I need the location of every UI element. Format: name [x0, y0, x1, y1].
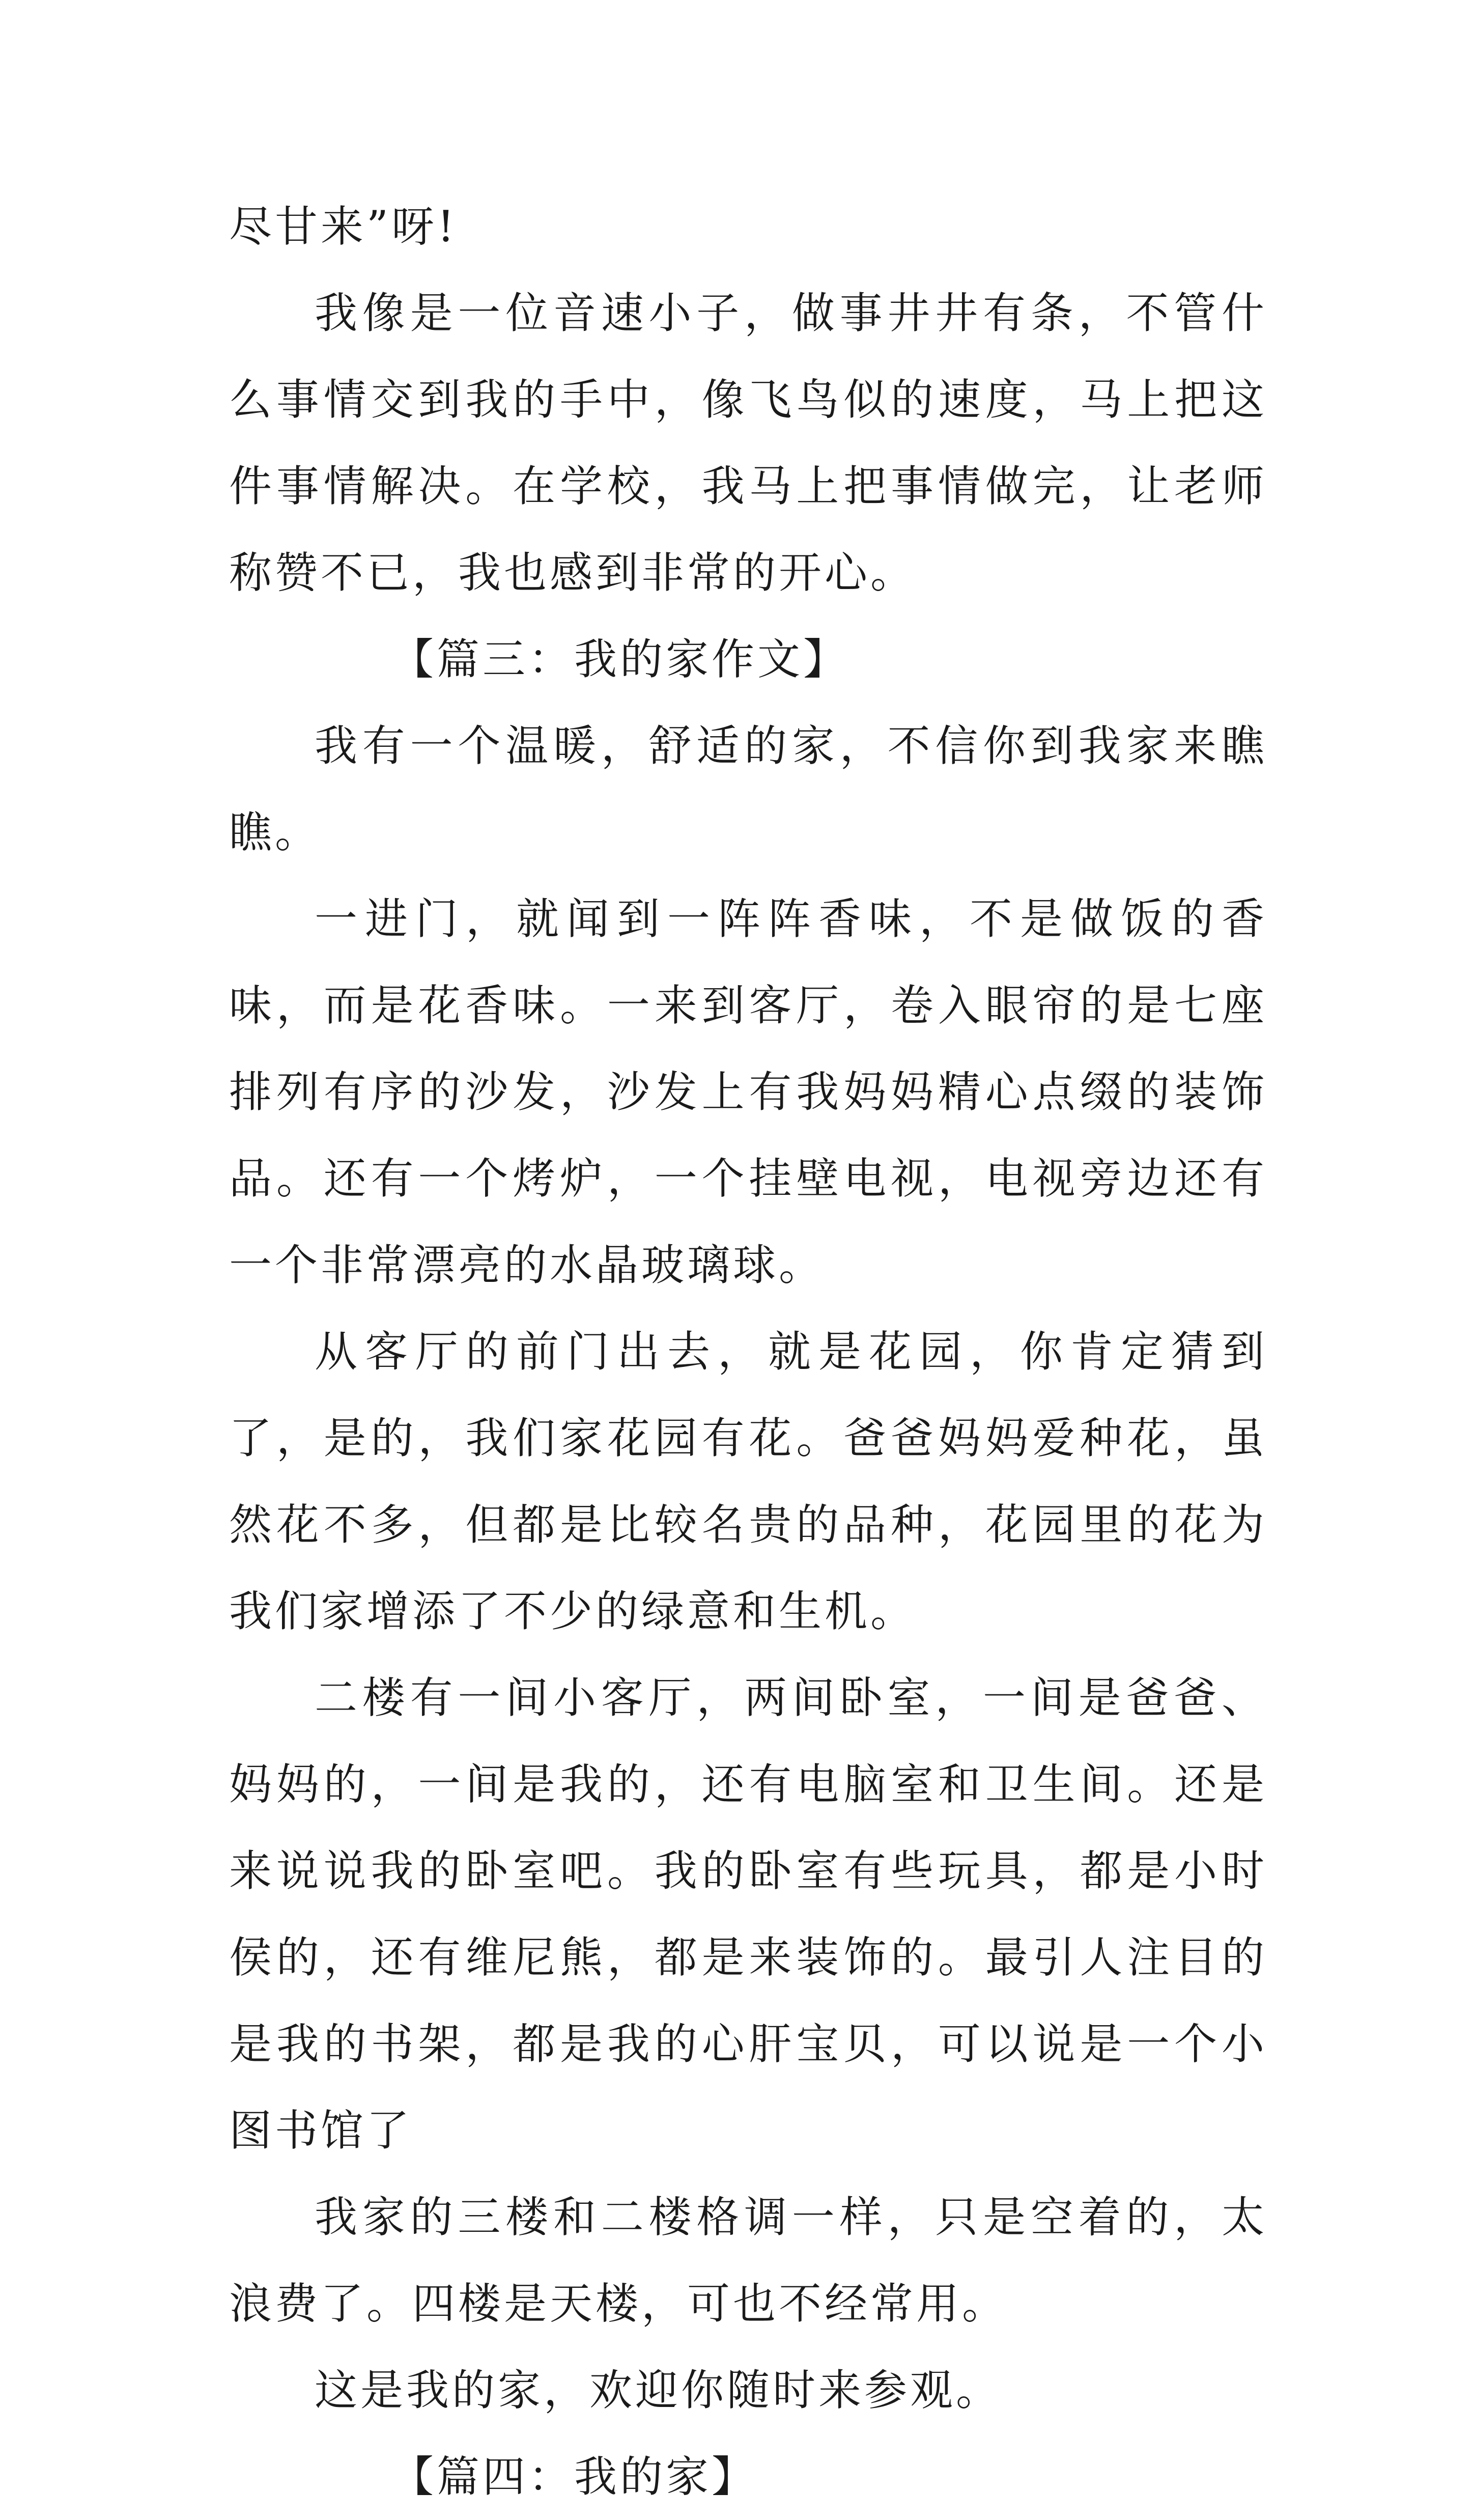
- paragraph: 从客厅的前门出去，就是花园，你肯定猜到了，是的，我们家花园有花。爸爸妈妈爱种花，虽然花不多，但都是比较名贵的品种，花园里的花为我们家增添了不少的绿意和生机。: [229, 1327, 1267, 1636]
- paragraph: 这是我的家，欢迎你随时来参观。: [315, 2365, 1002, 2415]
- paragraph: 一进门，就闻到一阵阵香味，不是做饭的香味，而是花香味。一来到客厅，卷入眼帘的是七座排列有序的沙发，沙发上有我妈妈精心点缀的装饰品。还有一个烤炉，一个挂壁电视，电视旁边还有一个非常漂亮的水晶玻璃球。: [229, 894, 1267, 1290]
- paragraph: 二楼有一间小客厅，两间卧室，一间是爸爸、妈妈的，一间是我的，还有电脑室和卫生间。还是来说说我的卧室吧。我的卧室有些玩具，都是小时侯的，还有维尼熊，都是来装饰的。最引人注目的是我的书架，都是我的心肝宝贝，可以说是一个小图书馆了: [229, 1673, 1267, 2155]
- section-heading: 【篇三：我的家作文】: [391, 634, 849, 684]
- paragraph: 我家的三楼和二楼格调一样，只是空着的，太浪费了。四楼是天楼，可也不经常用。: [229, 2192, 1267, 2329]
- paragraph: 我有一个温暖，舒适的家，不信你到我家来瞧瞧。: [229, 721, 1267, 857]
- paragraph: 尽甘来”呀!: [229, 202, 458, 251]
- section-heading: 【篇四：我的家】: [391, 2452, 758, 2502]
- document-body: [229, 183, 1267, 2520]
- paragraph: 我像是一位音速小子，做事井井有条，不管什么事情交到我的手中，像飞鸟似的速度，马上把这件事情解决。在学校，我马上把事情做完，让老师称赞不已，我也感到非常的开心。: [229, 288, 1267, 598]
